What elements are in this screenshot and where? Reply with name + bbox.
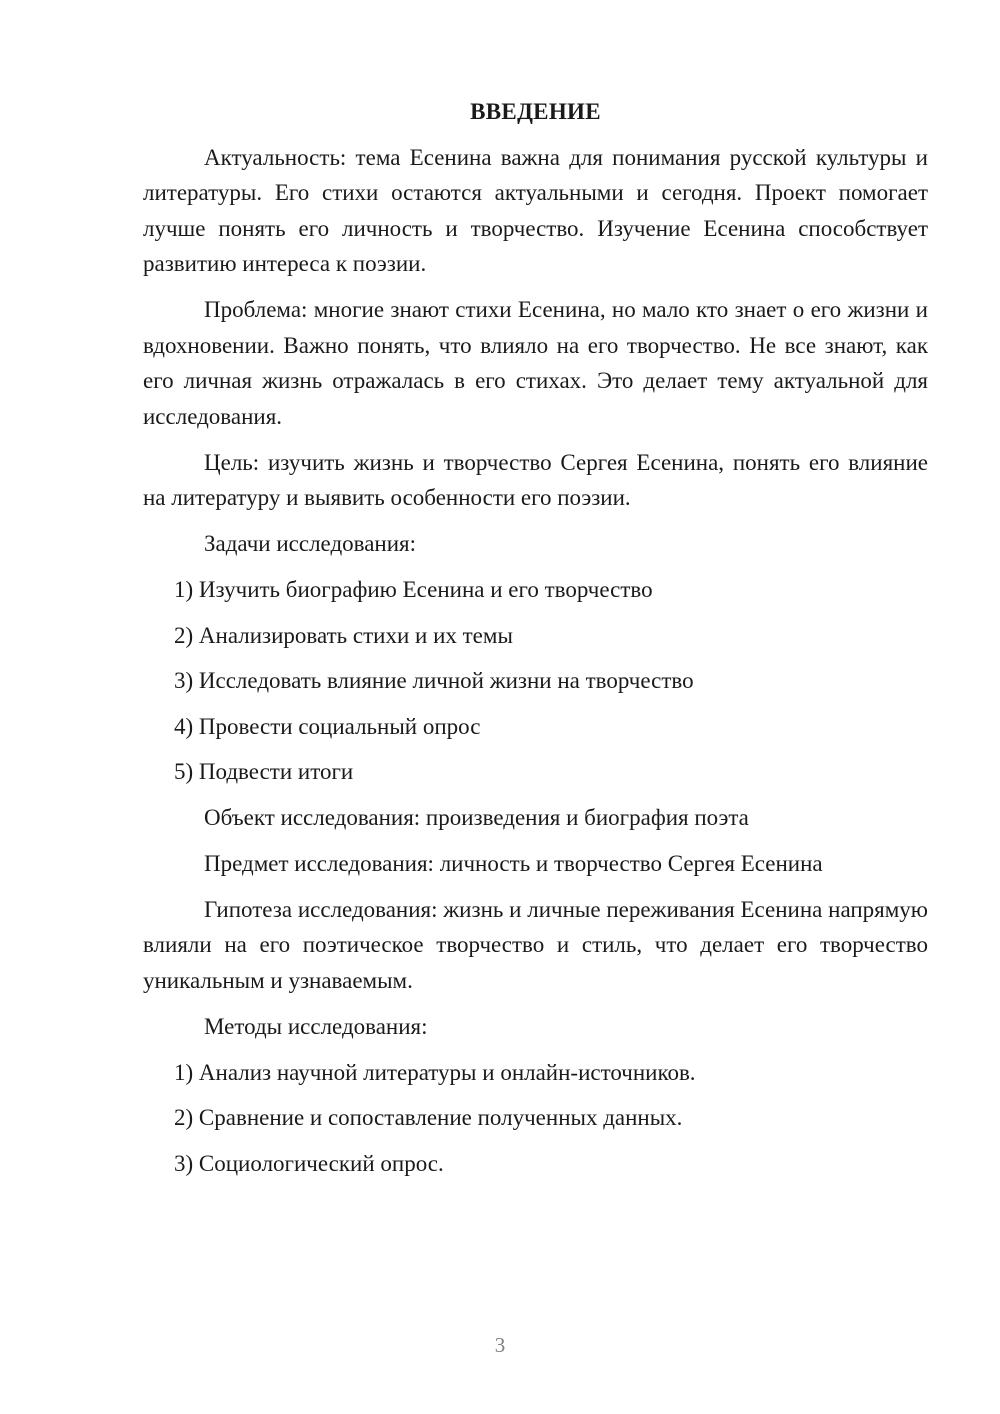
tasks-heading: Задачи исследования: [204,531,417,556]
tasks-list [143,572,928,790]
list-item: 3) Социологический опрос. [174,1150,444,1176]
list-item: 5) Подвести итоги [174,759,354,784]
methods-list [143,1055,928,1182]
goal-paragraph: Цель: изучить жизнь и творчество Сергея Есенина, понять его влияние на литературу и выявить особенности его поэзии. [143,449,928,510]
list-item: 2) Анализировать стихи и их темы [174,622,513,648]
list-item: 3) Исследовать влияние личной жизни на творчество [174,668,694,693]
list-item: 1) Изучить биографию Есенина и его творчество [174,577,653,602]
list-item: 2) Сравнение и сопоставление полученных данных. [174,1105,683,1130]
document-page [143,94,928,1191]
object-paragraph: Объект исследования: произведения и биография поэта [204,804,749,830]
hypothesis-paragraph: Гипотеза исследования: жизнь и личные переживания Есенина напрямую влияли на его поэтическое творчество и стиль, что делает его творчество уникальным и узнаваемым. [143,896,928,993]
list-item: 1) Анализ научной литературы и онлайн-источников. [174,1059,696,1085]
list-item: 4) Провести социальный опрос [174,713,481,739]
subject-paragraph: Предмет исследования: личность и творчество Сергея Есенина [204,850,823,876]
section-title: ВВЕДЕНИЕ [470,99,601,124]
page-number: 3 [494,1333,506,1357]
relevance-paragraph: Актуальность: тема Есенина важна для понимания русской культуры и литературы. Его стихи остаются актуальными и сегодня. Проект помогает лучше понять его личность и творчество. Изучение Есенина способствует развитию интереса к поэзии. [143,144,928,276]
problem-paragraph: Проблема: многие знают стихи Есенина, но мало кто знает о его жизни и вдохновении. Важно понять, что влияло на его творчество. Не все знают, как его личная жизнь отражалась в его стихах. Это делает тему актуальной для исследования. [143,297,928,429]
methods-heading: Методы исследования: [204,1013,428,1039]
